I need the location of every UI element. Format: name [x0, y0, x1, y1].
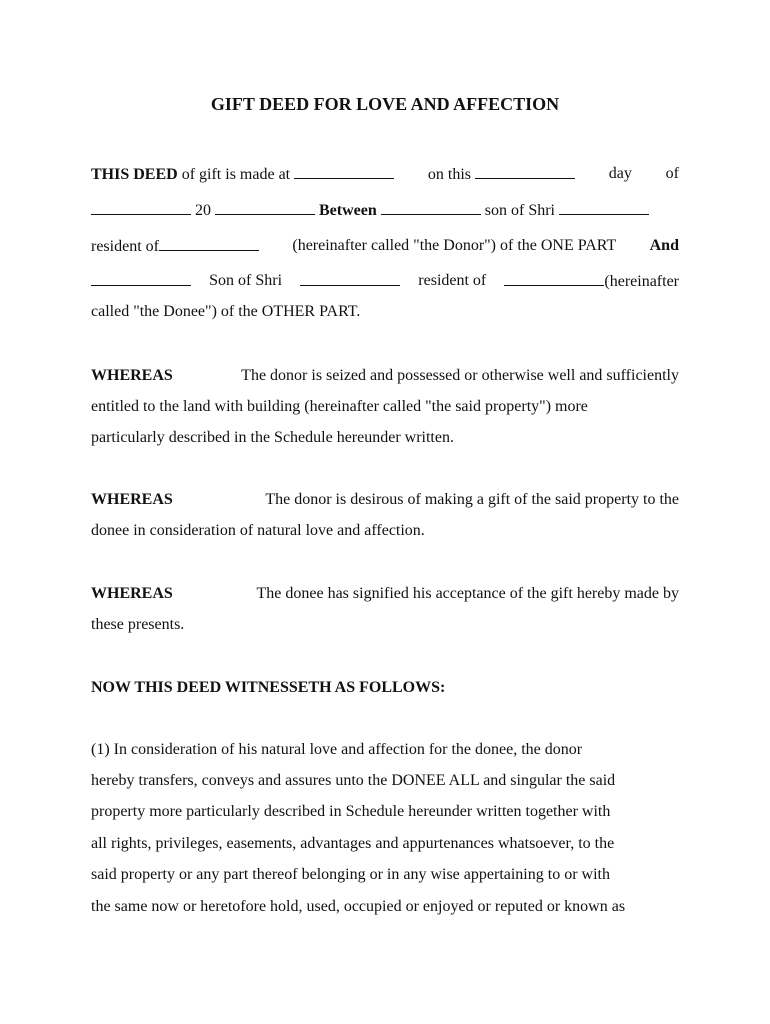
clause1-line-4: all rights, privileges, easements, advantages and appurtenances whatsoever, to the — [91, 835, 615, 852]
whereas2-line-1: WHEREAS The donor is desirous of making a gift of the said property to the — [91, 491, 679, 508]
whereas2-label: WHEREAS — [91, 491, 173, 508]
donor-name-blank — [381, 200, 481, 215]
clause1-line-5: said property or any part thereof belonging or in any wise appertaining to or with — [91, 866, 610, 883]
clause1-line-6: the same now or heretofore hold, used, occupied or enjoyed or reputed or known as — [91, 898, 626, 915]
whereas2-line-2: donee in consideration of natural love and affection. — [91, 522, 425, 539]
intro-line-1: THIS DEED of gift is made at on this day of — [91, 165, 679, 183]
clause1-line-2: hereby transfers, conveys and assures unto the DONEE ALL and singular the said — [91, 772, 616, 789]
donor-father-blank — [559, 200, 649, 215]
date-blank — [475, 164, 575, 179]
document-title: GIFT DEED FOR LOVE AND AFFECTION — [210, 94, 560, 114]
month-blank — [91, 200, 191, 215]
donor-residence-blank — [159, 236, 259, 251]
whereas1-label: WHEREAS — [91, 367, 173, 384]
clause1-line-3: property more particularly described in Schedule hereunder written together with — [91, 803, 611, 820]
intro-line-4: Son of Shri resident of (hereinafter — [91, 271, 679, 292]
whereas1-line-2: entitled to the land with building (hereinafter called "the said property") more — [91, 398, 588, 415]
intro-line-5: called "the Donee") of the OTHER PART. — [91, 303, 361, 320]
donee-father-blank — [300, 271, 400, 286]
witnesseth-heading: NOW THIS DEED WITNESSETH AS FOLLOWS: — [91, 679, 446, 696]
whereas3-line-1: WHEREAS The donee has signified his acceptance of the gift hereby made by — [91, 585, 679, 602]
intro-line-3: resident of (hereinafter called "the Donor") of the ONE PART And — [91, 237, 679, 255]
clause1-line-1: (1) In consideration of his natural love and affection for the donee, the donor — [91, 741, 583, 758]
whereas1-line-1: WHEREAS The donor is seized and possessed or otherwise well and sufficiently — [91, 367, 679, 384]
between-label: Between — [319, 202, 377, 219]
whereas3-line-2: these presents. — [91, 616, 185, 633]
intro-line-2: 20 Between son of Shri — [91, 200, 679, 221]
donee-residence-blank — [504, 271, 604, 286]
year-blank — [215, 200, 315, 215]
and-label: And — [649, 237, 679, 254]
place-blank — [294, 164, 394, 179]
this-deed-label: THIS DEED — [91, 166, 178, 183]
whereas3-label: WHEREAS — [91, 585, 173, 602]
donee-name-blank — [91, 271, 191, 286]
whereas1-line-3: particularly described in the Schedule hereunder written. — [91, 429, 454, 446]
